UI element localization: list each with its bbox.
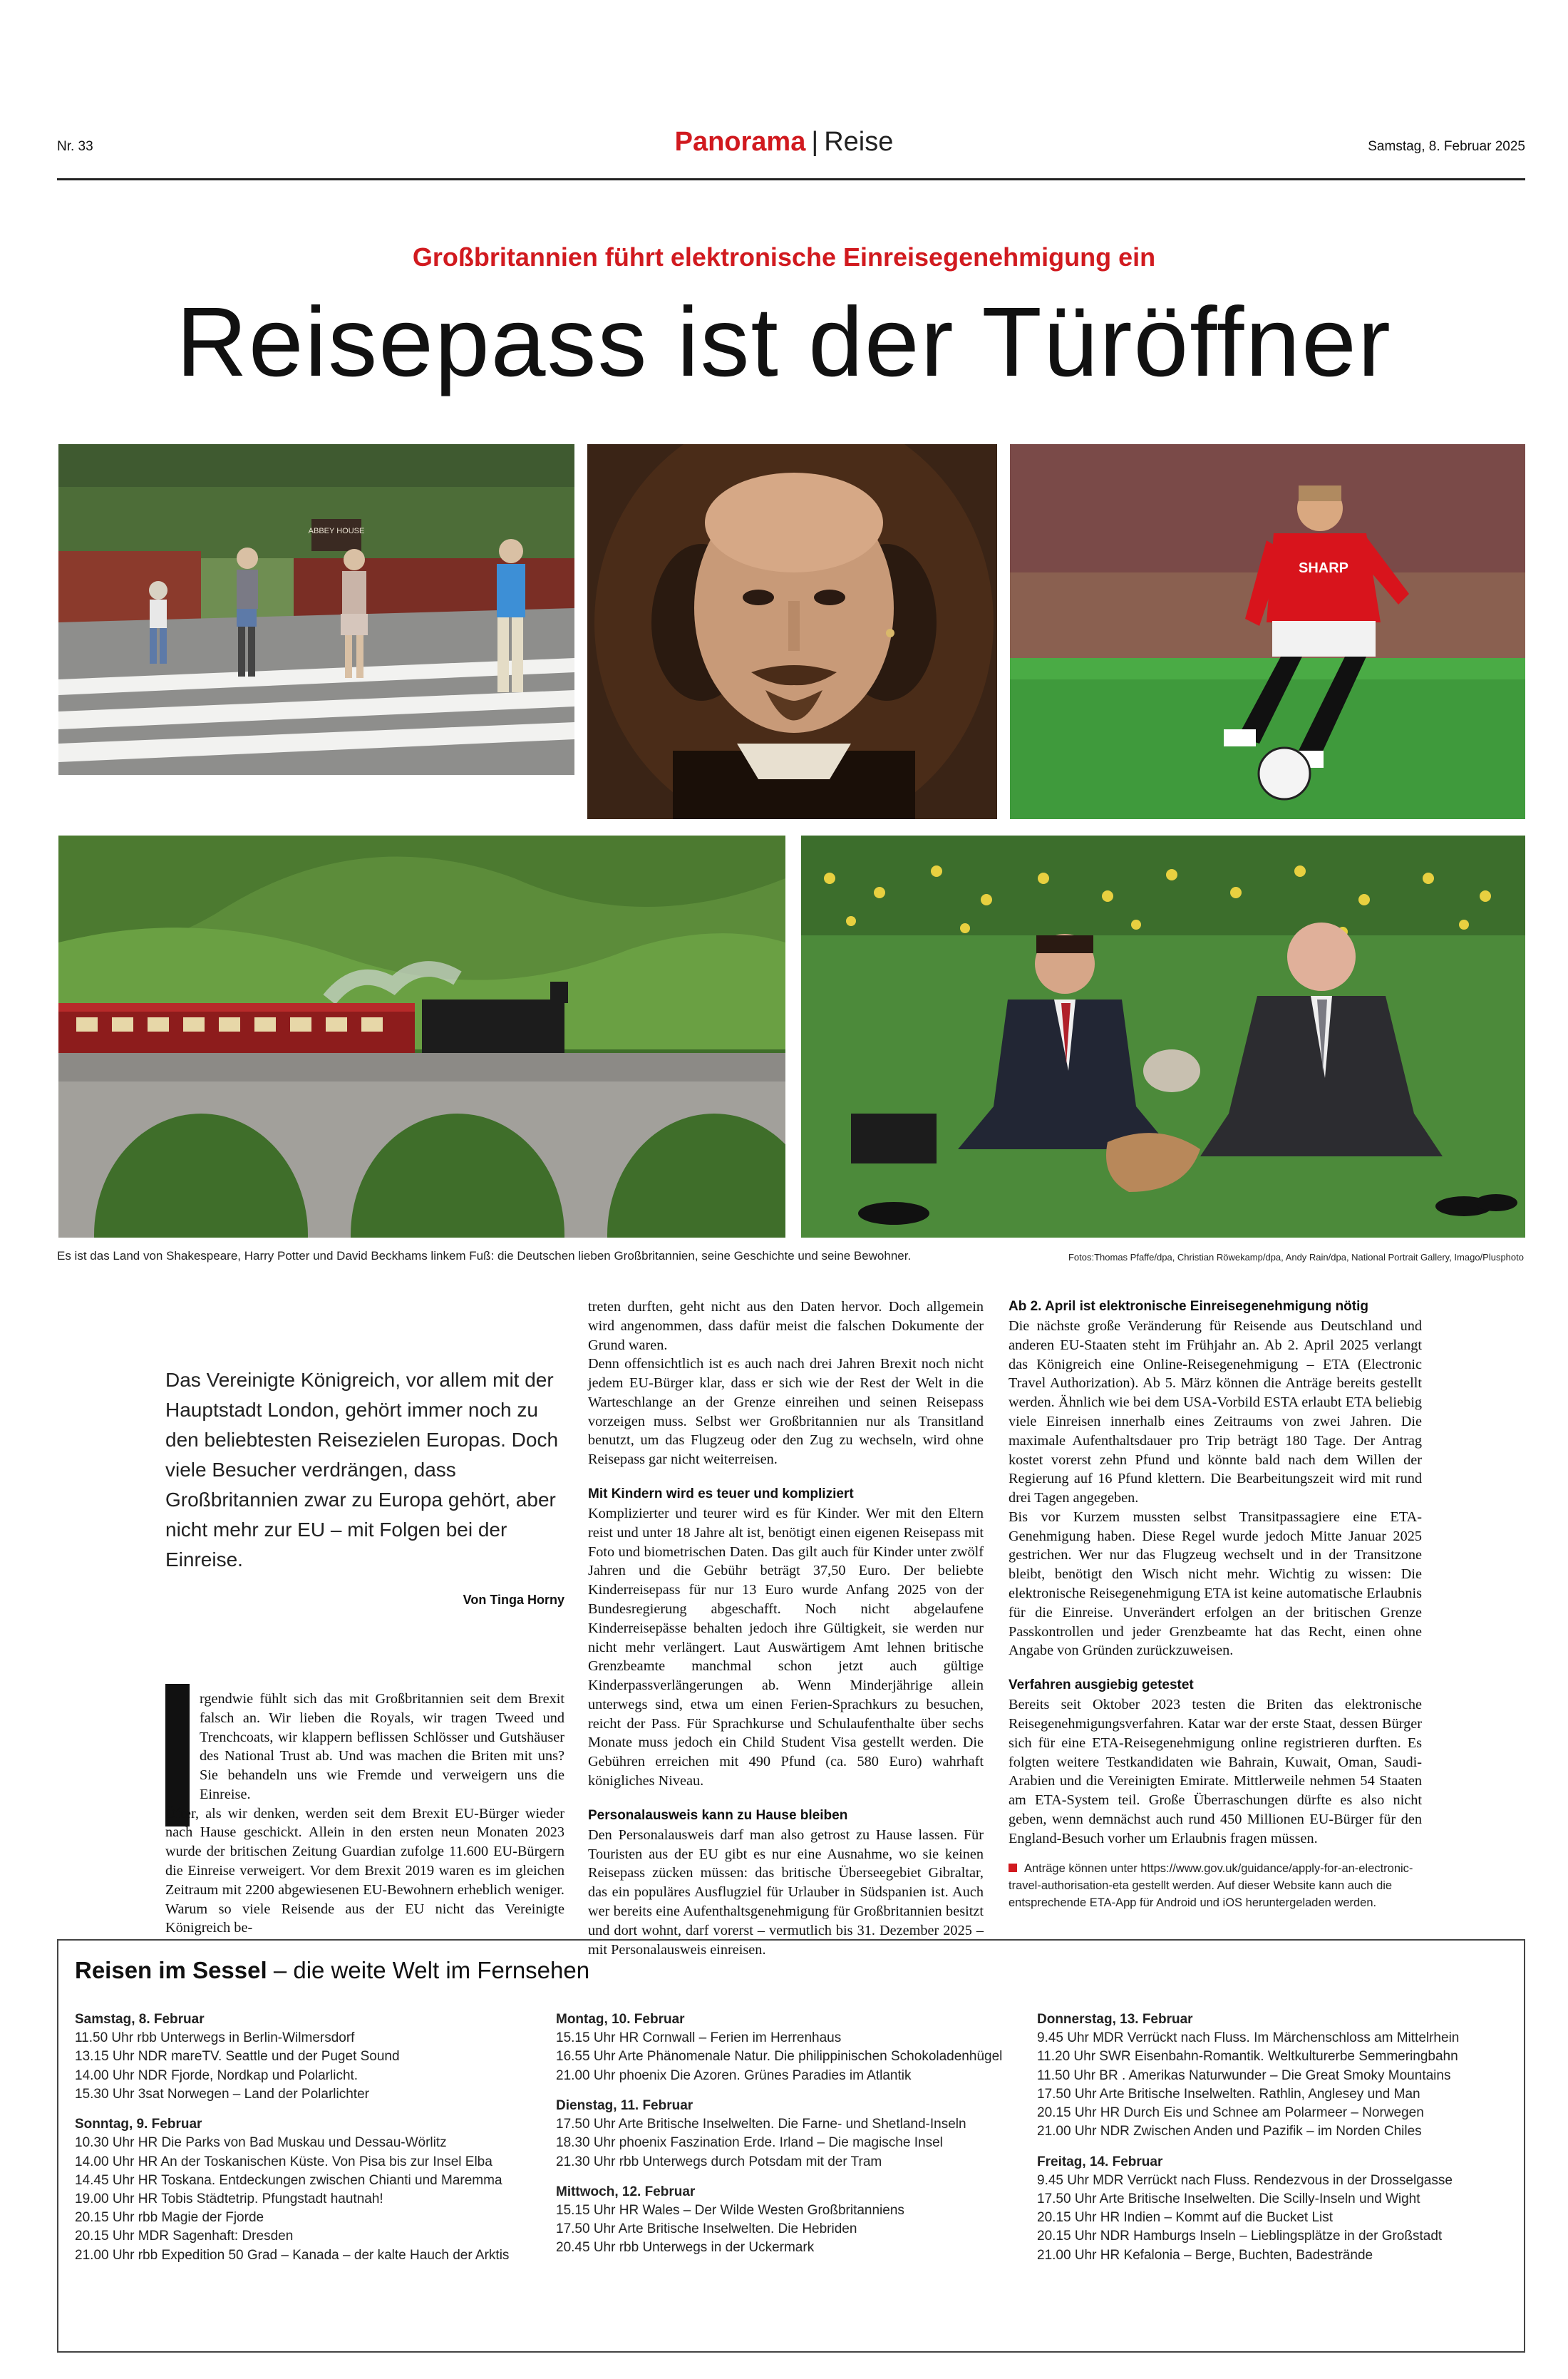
tv-item: 9.45 Uhr MDR Verrückt nach Fluss. Rendezvous in der Drosselgasse <box>1037 2172 1453 2188</box>
tv-item: 16.55 Uhr Arte Phänomenale Natur. Die philippinischen Schokoladenhügel <box>556 2049 1003 2065</box>
tv-item: 21.00 Uhr HR Kefalonia – Berge, Buchten, Badestrände <box>1037 2247 1373 2263</box>
article-column-3 <box>1009 1298 1422 1848</box>
tv-item: 21.00 Uhr phoenix Die Azoren. Grünes Paradies im Atlantik <box>556 2067 912 2083</box>
tv-item: 15.15 Uhr HR Wales – Der Wilde Westen Großbritanniens <box>556 2202 904 2218</box>
paragraph: Den Personalausweis darf man also getrost zu Hause lassen. Für Touristen aus der EU gibt es nur eine Ausnahme, wo sie keinen Reisepass zücken müssen: das britische Überseegebiet Gibraltar, das ein populäres Ausflugziel für Urlauber in Südspanien ist. Auch wer bereits eine Aufenthaltsgenehmigung für Großbritannien besitzt und dort wohnt, darf vorerst – vermutlich bis 31. Dezember 2025 – mit Personalausweis einreisen. <box>588 1826 984 1958</box>
subheading: Mit Kindern wird es teuer und kompliziert <box>588 1486 854 1502</box>
tv-item: 15.30 Uhr 3sat Norwegen – Land der Polarlichter <box>75 2086 369 2102</box>
article-intro: Das Vereinigte Königreich, vor allem mit der Hauptstadt London, gehört immer noch zu den beliebtesten Reisezielen Europas. Doch viele Besucher verdrängen, dass Großbritannien zwar zu Europa gehört, aber nicht mehr zur EU – mit Folgen bei der Einreise. <box>165 1369 559 1571</box>
subheading: Verfahren ausgiebig getestet <box>1009 1677 1194 1693</box>
subsection-name: Reise <box>824 127 894 157</box>
tv-day: Dienstag, 11. Februar <box>556 2097 693 2113</box>
photo-abbey-road <box>58 444 574 775</box>
section-divider: | <box>811 127 819 157</box>
photo-caption: Es ist das Land von Shakespeare, Harry Potter und David Beckhams linkem Fuß: die Deutschen lieben Großbritannien, seine Geschichte und seine Bewohner. <box>57 1249 912 1263</box>
tv-day: Mittwoch, 12. Februar <box>556 2184 696 2199</box>
paragraph: Die nächste große Veränderung für Reisende aus Deutschland und anderen EU-Staaten steht im Frühjahr an. Ab 2. April 2025 verlangt das Königreich eine Online-Reisegenehmigung – ETA (Electronic Travel Authorization). Ab 5. März können die Anträge bereits gestellt werden. Ähnlich wie bei dem USA-Vorbild ESTA erlaubt ETA beliebig viele Einreisen innerhalb eines Zeitraums von zwei Jahren. Die maximale Aufenthaltsdauer pro Trip beträgt 180 Tage. Der Antrag kostet vorerst zehn Pfund und könnte bald nach dem Willen der Regierung auf 16 Pfund klettern. Die Bearbeitungszeit wird mit rund drei Tagen angegeben. <box>1009 1318 1422 1506</box>
tv-title-rest: – die weite Welt im Fernsehen <box>267 1957 590 1983</box>
tv-column-3 <box>1037 2010 1507 2265</box>
author-byline: Von Tinga Horny <box>463 1593 564 1607</box>
issue-number: Nr. 33 <box>57 139 93 154</box>
tv-day: Donnerstag, 13. Februar <box>1037 2012 1193 2027</box>
tv-item: 20.45 Uhr rbb Unterwegs in der Uckermark <box>556 2240 815 2256</box>
kicker: Großbritannien führt elektronische Einreisegenehmigung ein <box>412 242 1156 272</box>
tv-item: 11.50 Uhr BR . Amerikas Naturwunder – Die Great Smoky Mountains <box>1037 2067 1451 2083</box>
paragraph: treten durften, geht nicht aus den Daten hervor. Doch allgemein wird angenommen, dass dafür meist die falschen Dokumente der Grund waren. <box>588 1299 984 1353</box>
tv-item: 17.50 Uhr Arte Britische Inselwelten. Die Scilly-Inseln und Wight <box>1037 2191 1420 2206</box>
tv-item: 21.00 Uhr rbb Expedition 50 Grad – Kanada – der kalte Hauch der Arktis <box>75 2247 510 2263</box>
tv-item: 18.30 Uhr phoenix Faszination Erde. Irland – Die magische Insel <box>556 2135 943 2151</box>
paragraph: Bis vor Kurzem mussten selbst Transitpassagiere eine ETA-Genehmigung haben. Diese Regel wurde jedoch Mitte Januar 2025 gestrichen. Wer nur das Flugzeug wechselt und in der Transitzone bleibt, benötigt den Wisch nicht mehr. Wichtig zu wissen: Die elektronische Reisegenehmigung ETA ist keine automatische Erlaubnis für die Einreise. Unverändert erfolgen an der britischen Grenze Passkontrollen und jeder Grenzbeamte hat das Recht, einen ohne Angabe von Gründen zurückzuweisen. <box>1009 1509 1422 1659</box>
section-name: Panorama <box>674 127 806 157</box>
paragraph: Bereits seit Oktober 2023 testen die Briten das elektronische Reisegenehmigungsverfahren. Katar war der erste Staat, dessen Bürger sich für eine ETA-Reisegenehmigung online registrieren durften. Es folgten weitere Testkandidaten wie Bahrain, Kuwait, Oman, Saudi-Arabien und die Vereinigten Emirate. Mittlerweile nehmen 54 Staaten am ETA-System teil. Große Überraschungen dürfte es also nicht geben, wenn demnächst auch rund 450 Millionen EU-Bürger für den England-Besuch vorher um Erlaubnis fragen müssen. <box>1009 1697 1422 1846</box>
subheading: Ab 2. April ist elektronische Einreisegenehmigung nötig <box>1009 1299 1368 1314</box>
tv-item: 20.15 Uhr NDR Hamburgs Inseln – Lieblingsplätze in der Großstadt <box>1037 2229 1443 2244</box>
article-column-1 <box>165 1690 564 1938</box>
photo-credits: Fotos:Thomas Pfaffe/dpa, Christian Röwekamp/dpa, Andy Rain/dpa, National Portrait Gallery, Imago/Plusphoto <box>1068 1252 1524 1263</box>
tv-item: 11.20 Uhr SWR Eisenbahn-Romantik. Weltkulturerbe Semmeringbahn <box>1037 2049 1458 2065</box>
tv-item: 14.00 Uhr HR An der Toskanischen Küste. Von Pisa bis zur Insel Elba <box>75 2154 492 2169</box>
info-note-text: Anträge können unter https://www.gov.uk/guidance/apply-for-an-electronic-travel-authorisation-eta gestellt werden. Auf dieser Website kann auch die entsprechende ETA-App für Android und iOS heruntergeladen werden. <box>1009 1862 1413 1909</box>
paragraph: Denn offensichtlich ist es auch nach drei Jahren Brexit noch nicht jedem EU-Bürger klar, dass er sich wie der Rest der Welt in die Warteschlange an der Grenze einreihen und seinen Reisepass vorzeigen muss. Selbst wer Großbritannien nur als Transitland benutzt, um das Flugzeug oder den Zug zu wechseln, wird ohne Reisepass gar nicht weiterreisen. <box>588 1356 984 1468</box>
tv-day: Samstag, 8. Februar <box>75 2012 205 2027</box>
tv-day: Montag, 10. Februar <box>556 2012 685 2027</box>
tv-item: 11.50 Uhr rbb Unterwegs in Berlin-Wilmersdorf <box>75 2030 355 2046</box>
photo-footballer <box>1010 444 1525 819</box>
photo-businessmen-picnic <box>801 836 1525 1238</box>
tv-item: 14.45 Uhr HR Toskana. Entdeckungen zwischen Chianti und Maremma <box>75 2172 502 2188</box>
tv-item: 9.45 Uhr MDR Verrückt nach Fluss. Im Märchenschloss am Mittelrhein <box>1037 2030 1460 2046</box>
tv-item: 19.00 Uhr HR Tobis Städtetrip. Pfungstadt hautnah! <box>75 2191 383 2206</box>
paragraph: rgendwie fühlt sich das mit Großbritannien seit dem Brexit falsch an. Wir lieben die Royals, wir tragen Tweed und Trenchcoats, wir klappern beflissen Schlösser und Gutshäuser des National Trust ab. Und was machen die Briten mit uns? Sie behandeln uns wie Fremde und verweigern uns die Einreise. <box>200 1691 564 1802</box>
tv-item: 17.50 Uhr Arte Britische Inselwelten. Die Farne- und Shetland-Inseln <box>556 2117 966 2132</box>
photo-steam-train-viaduct <box>58 836 785 1238</box>
abbey-house-sign: ABBEY HOUSE <box>308 527 365 535</box>
headline: Reisepass ist der Türöffner <box>176 287 1392 397</box>
paragraph: Komplizierter und teurer wird es für Kinder. Wer mit den Eltern reist und unter 18 Jahre alt ist, benötigt einen eigenen Reisepass mit Foto und biometrischen Daten. Das gilt auch für Kinder unter zwölf Jahren und die Gebühr beträgt 37,50 Euro. Der beliebte Kinderreisepass für nur 13 Euro wurde Anfang 2025 von der Bundesregierung abgeschafft. Noch nicht abgelaufene Kinderreisepässe behalten jedoch ihre Gültigkeit, sie werden nur nicht mehr verlängert. Laut Auswärtigem Amt lehnen britische Grenzbeamte manchmal schon jetzt auch gültige Kinderpassverlängerungen ab. Wenn Minderjährige allein unterwegs sind, etwa um einen Ferien-Sprachkurs zu besuchen, reicht der Pass. Für Sprachkurse und Schulaufenthalte über sechs Monate muss jedoch ein Child Student Visa gestellt werden. Die Gebühren erreichen mit 490 Pfund (ca. 580 Euro) wahrhaft königliches Niveau. <box>588 1506 984 1789</box>
tv-column-1 <box>75 2010 531 2265</box>
article-column-2 <box>588 1298 984 1959</box>
tv-item: 17.50 Uhr Arte Britische Inselwelten. Die Hebriden <box>556 2221 857 2237</box>
tv-item: 17.50 Uhr Arte Britische Inselwelten. Rathlin, Anglesey und Man <box>1037 2086 1420 2102</box>
paragraph: Öfter, als wir denken, werden seit dem Brexit EU-Bürger wieder nach Hause geschickt. Allein in den ersten neun Monaten 2023 wurde der britischen Zeitung Guardian zufolge 11.600 EU-Bürgern die Einreise verweigert. Vor dem Brexit 2019 waren es im gleichen Zeitraum mit 2200 abgewiesenen EU-Bewohnern erheblich weniger. Warum so viele Reisende aus der EU nicht das Vereinigte Königreich be- <box>165 1805 564 1936</box>
info-note <box>1009 1861 1422 1912</box>
header-rule <box>57 178 1525 180</box>
tv-column-2 <box>556 2010 1012 2258</box>
tv-item: 20.15 Uhr MDR Sagenhaft: Dresden <box>75 2229 294 2244</box>
tv-item: 20.15 Uhr HR Indien – Kommt auf die Bucket List <box>1037 2210 1334 2226</box>
section-header <box>0 127 1568 158</box>
tv-item: 20.15 Uhr HR Durch Eis und Schnee am Polarmeer – Norwegen <box>1037 2105 1424 2121</box>
tv-item: 20.15 Uhr rbb Magie der Fjorde <box>75 2210 264 2226</box>
tv-item: 21.30 Uhr rbb Unterwegs durch Potsdam mit der Tram <box>556 2154 882 2169</box>
tv-title-bold: Reisen im Sessel <box>75 1957 267 1983</box>
tv-item: 15.15 Uhr HR Cornwall – Ferien im Herrenhaus <box>556 2030 842 2046</box>
tv-listings-title <box>75 1957 589 1984</box>
tv-day: Sonntag, 9. Februar <box>75 2117 202 2132</box>
red-square-icon <box>1009 1864 1017 1872</box>
tv-item: 21.00 Uhr NDR Zwischen Anden und Pazifik – im Norden Chiles <box>1037 2124 1422 2139</box>
photo-shakespeare-portrait <box>587 444 997 819</box>
tv-day: Freitag, 14. Februar <box>1037 2154 1163 2169</box>
tv-item: 10.30 Uhr HR Die Parks von Bad Muskau und Dessau-Wörlitz <box>75 2135 447 2151</box>
issue-date: Samstag, 8. Februar 2025 <box>1368 139 1525 154</box>
tv-item: 14.00 Uhr NDR Fjorde, Nordkap und Polarlicht. <box>75 2067 359 2083</box>
jersey-text: SHARP <box>1298 560 1349 576</box>
subheading: Personalausweis kann zu Hause bleiben <box>588 1807 848 1823</box>
tv-item: 13.15 Uhr NDR mareTV. Seattle und der Puget Sound <box>75 2049 400 2065</box>
